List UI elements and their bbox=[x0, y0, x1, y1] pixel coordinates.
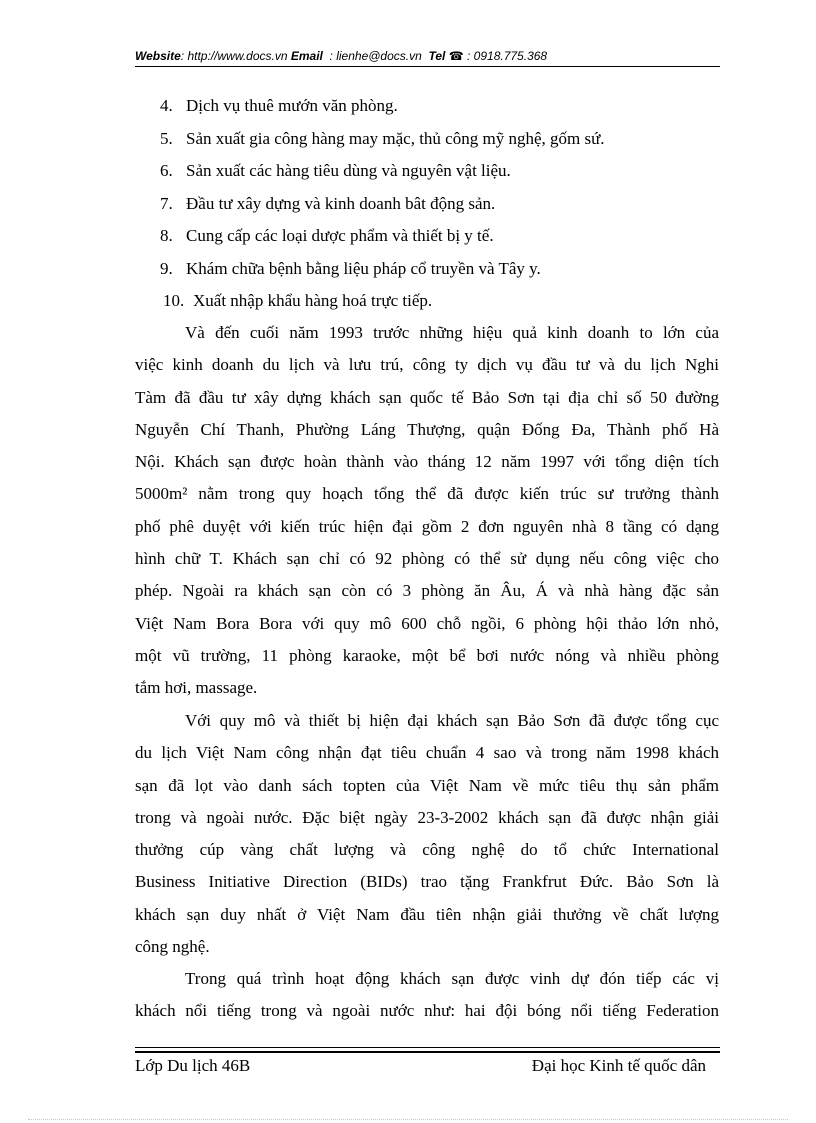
tel-label: Tel bbox=[428, 49, 446, 63]
list-item-text: Khám chữa bệnh bằng liệu pháp cổ truyền và Tây y. bbox=[186, 258, 541, 278]
list-item-number: 7. bbox=[160, 193, 173, 213]
phone-icon: ☎ bbox=[448, 49, 464, 63]
paragraph-line: một vũ trường, 11 phòng karaoke, một bể bơi nước nóng và nhiều phòng bbox=[135, 645, 719, 665]
paragraph-line: Với quy mô và thiết bị hiện đại khách sạn Bảo Sơn đã được tổng cục bbox=[185, 711, 719, 730]
paragraph-line: công nghệ. bbox=[135, 937, 210, 957]
paragraph-line: phố phê duyệt với kiến trúc hiện đại gồm 2 đơn nguyên nhà 8 tầng có dạng bbox=[135, 516, 719, 536]
paragraph-line: thưởng cúp vàng chất lượng và công nghệ do tổ chức International bbox=[135, 840, 719, 860]
website-label: Website bbox=[135, 49, 181, 63]
list-item bbox=[160, 194, 495, 214]
list-item-number: 6. bbox=[160, 161, 173, 180]
list-item-number: 8. bbox=[160, 226, 173, 245]
paragraph-line: khách nổi tiếng trong và ngoài nước như: hai đội bóng nổi tiếng Federation bbox=[135, 1001, 719, 1021]
list-item-text: Cung cấp các loại dược phẩm và thiết bị y tế. bbox=[186, 226, 494, 245]
tel-value: : 0918.775.368 bbox=[467, 49, 548, 63]
footer-divider-thick bbox=[135, 1051, 720, 1053]
footer-class-name: Lớp Du lịch 46B bbox=[135, 1056, 251, 1075]
paragraph-line: Trong quá trình hoạt động khách sạn được vinh dự đón tiếp các vị bbox=[185, 969, 719, 988]
paragraph-line: tắm hơi, massage. bbox=[135, 678, 258, 698]
list-item-text: Dịch vụ thuê mướn văn phòng. bbox=[186, 96, 398, 115]
list-item bbox=[160, 226, 494, 246]
list-item-text: Sản xuất các hàng tiêu dùng và nguyên vật liệu. bbox=[186, 161, 511, 180]
paragraph-line: Nguyễn Chí Thanh, Phường Láng Thượng, quận Đống Đa, Thành phố Hà bbox=[135, 419, 719, 439]
email-label: Email bbox=[290, 49, 323, 63]
page-header bbox=[135, 48, 720, 64]
paragraph-line: việc kinh doanh du lịch và lưu trú, công ty dịch vụ đầu tư và du lịch Nghi bbox=[135, 355, 719, 375]
page-edge bbox=[28, 1119, 788, 1120]
email-value[interactable]: : lienhe@docs.vn bbox=[326, 49, 422, 63]
paragraph-line: du lịch Việt Nam công nhận đạt tiêu chuẩn 4 sao và trong năm 1998 khách bbox=[135, 743, 719, 763]
paragraph-line: sạn đã lọt vào danh sách topten của Việt Nam về mức tiêu thụ sản phẩm bbox=[135, 775, 719, 795]
header-divider bbox=[135, 66, 720, 67]
list-item-text: Sản xuất gia công hàng may mặc, thủ công mỹ nghệ, gốm sứ. bbox=[186, 128, 605, 148]
footer-divider-thin bbox=[135, 1047, 720, 1048]
list-item bbox=[163, 291, 432, 311]
list-item bbox=[160, 129, 605, 149]
paragraph-line: 5000m² nằm trong quy hoạch tổng thể đã được kiến trúc sư trưởng thành bbox=[135, 484, 719, 504]
list-item bbox=[160, 96, 398, 116]
paragraph-line: Tàm đã đầu tư xây dựng khách sạn quốc tế Bảo Sơn tại địa chỉ số 50 đường bbox=[135, 387, 719, 407]
list-item bbox=[160, 161, 511, 181]
list-item-number: 5. bbox=[160, 128, 173, 148]
list-item-text: Xuất nhập khẩu hàng hoá trực tiếp. bbox=[193, 291, 433, 310]
paragraph-line: Và đến cuối năm 1993 trước những hiệu quả kinh doanh to lớn của bbox=[185, 323, 719, 342]
footer-university-name: Đại học Kinh tế quốc dân bbox=[531, 1056, 706, 1075]
list-item-number: 10. bbox=[163, 291, 185, 310]
paragraph-line: phép. Ngoài ra khách sạn còn có 3 phòng ăn Âu, Á và nhà hàng đặc sản bbox=[135, 581, 719, 601]
paragraph bbox=[135, 963, 719, 1028]
paragraph bbox=[135, 705, 719, 963]
list-item bbox=[160, 259, 541, 279]
paragraph-line: hình chữ T. Khách sạn chỉ có 92 phòng có thể sử dụng nếu công việc cho bbox=[135, 549, 719, 569]
list-item-text: Đầu tư xây dựng và kinh doanh bât động sản. bbox=[186, 193, 496, 213]
list-item-number: 9. bbox=[160, 258, 173, 278]
paragraph-line: Business Initiative Direction (BIDs) trao tặng Frankfrut Đức. Bảo Sơn là bbox=[135, 872, 719, 892]
paragraph-line: khách sạn duy nhất ở Việt Nam đầu tiên nhận giải thưởng về chất lượng bbox=[135, 904, 719, 924]
paragraph-line: Nội. Khách sạn được hoàn thành vào tháng 12 năm 1997 với tổng diện tích bbox=[135, 452, 719, 472]
website-value[interactable]: : http://www.docs.vn bbox=[180, 49, 288, 63]
paragraph-line: Việt Nam Bora Bora với quy mô 600 chỗ ngồi, 6 phòng hội thảo lớn nhỏ, bbox=[135, 613, 719, 633]
paragraph bbox=[135, 317, 719, 705]
list-item-number: 4. bbox=[160, 96, 173, 115]
paragraph-line: trong và ngoài nước. Đặc biệt ngày 23-3-2002 khách sạn đã được nhận giải bbox=[135, 807, 719, 827]
